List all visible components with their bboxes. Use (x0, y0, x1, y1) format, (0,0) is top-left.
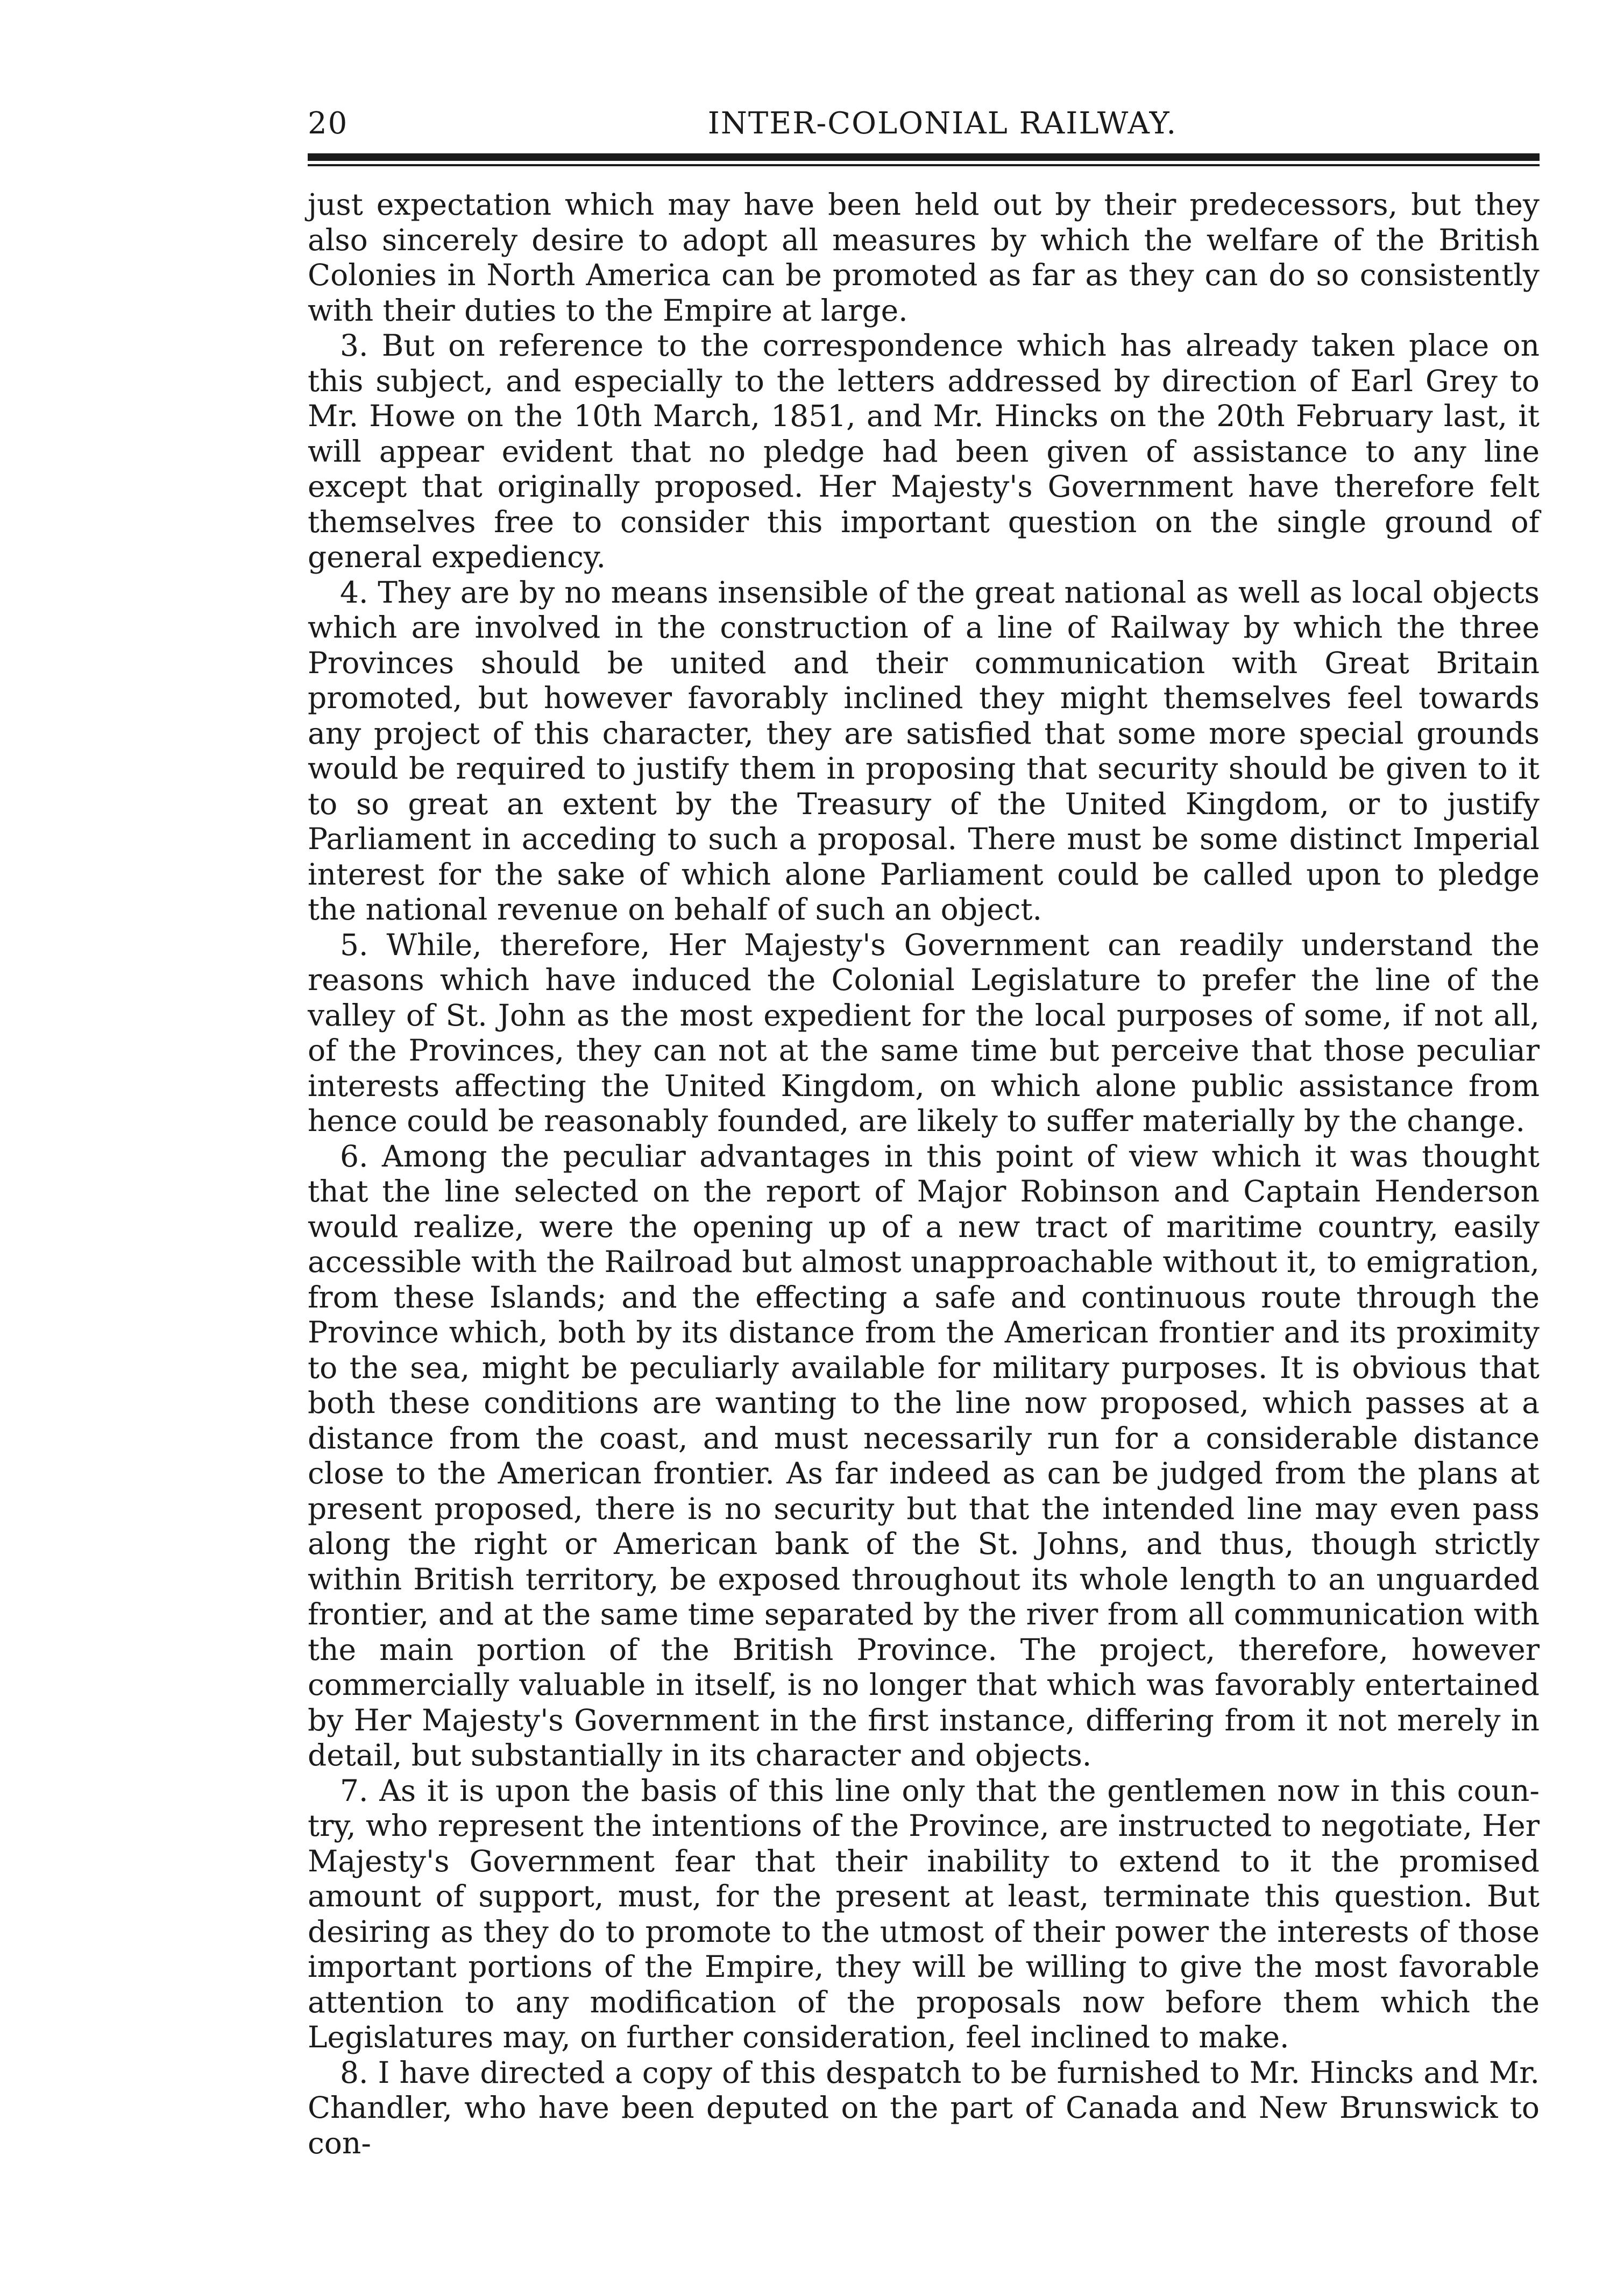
header-rule-thin (308, 164, 1540, 166)
paragraph-5: 5. While, therefore, Her Majesty's Government can readily understand the reasons which have induced the Colonial Legislature to prefer the line of the valley of St. John as the most expedient for the local purposes of some, if not all, of the Provinces, they can not at the same time but perceive that those peculiar interests affecting the United Kingdom, on which alone public assistance from hence could be reasonably founded, are likely to suffer materially by the change. (308, 927, 1540, 1138)
running-title: INTER-COLONIAL RAILWAY. (707, 106, 1178, 141)
header-rule-thick (308, 153, 1540, 161)
page-number: 20 (308, 106, 349, 141)
paragraph-continuation: just expectation which may have been held out by their predecessors, but they also sincerely desire to adopt all measures by which the welfare of the British Colonies in North America can be promoted as far as they can do so consistently with their duties to the Empire at large. (308, 187, 1540, 328)
paragraph-8: 8. I have directed a copy of this despatch to be furnished to Mr. Hincks and Mr. Chandler, who have been deputed on the part of Canada and New Brunswick to con- (308, 2055, 1540, 2160)
paragraph-6: 6. Among the peculiar advantages in this point of view which it was thought that the line selected on the report of Major Robinson and Captain Henderson would realize, were the opening up of a new tract of maritime country, easily accessible with the Railroad but almost unapproachable without it, to emigration, from these Islands; and the effecting a safe and continuous route through the Province which, both by its distance from the American frontier and its proximity to the sea, might be peculiarly available for military purposes. It is obvious that both these conditions are wanting to the line now proposed, which passes at a distance from the coast, and must necessarily run for a considerable distance close to the American frontier. As far indeed as can be judged from the plans at present proposed, there is no security but that the intended line may even pass along the right or American bank of the St. Johns, and thus, though strictly within British territory, be exposed throughout its whole length to an unguarded frontier, and at the same time separated by the river from all communication with the main portion of the British Province. The project, therefore, however commercially valuable in itself, is no longer that which was favorably entertained by Her Majesty's Government in the first instance, differing from it not merely in detail, but substantially in its character and objects. (308, 1139, 1540, 1772)
page-header (308, 105, 1540, 143)
body-text (308, 187, 1540, 2161)
paragraph-3: 3. But on reference to the correspondence which has already taken place on this subject, and especially to the letters addressed by direction of Earl Grey to Mr. Howe on the 10th March, 1851, and Mr. Hincks on the 20th February last, it will appear evident that no pledge had been given of assistance to any line except that originally proposed. Her Majesty's Government have therefore felt themselves free to consider this important question on the single ground of general expediency. (308, 328, 1540, 574)
paragraph-7: 7. As it is upon the basis of this line only that the gentlemen now in this country, who represent the intentions of the Province, are instructed to negotiate, Her Majesty's Government fear that their inability to extend to it the promised amount of support, must, for the present at least, terminate this question. But desiring as they do to promote to the utmost of their power the interests of those important portions of the Empire, they will be willing to give the most favorable attention to any modification of the proposals now before them which the Legislatures may, on further consideration, feel inclined to make. (308, 1773, 1540, 2054)
paragraph-4: 4. They are by no means insensible of the great national as well as local objects which are involved in the construction of a line of Railway by which the three Provinces should be united and their communication with Great Britain promoted, but however favorably inclined they might themselves feel towards any project of this character, they are satisfied that some more special grounds would be required to justify them in proposing that security should be given to it to so great an extent by the Treasury of the United Kingdom, or to justify Parliament in acceding to such a proposal. There must be some distinct Imperial interest for the sake of which alone Parliament could be called upon to pledge the national revenue on behalf of such an object. (308, 575, 1540, 927)
